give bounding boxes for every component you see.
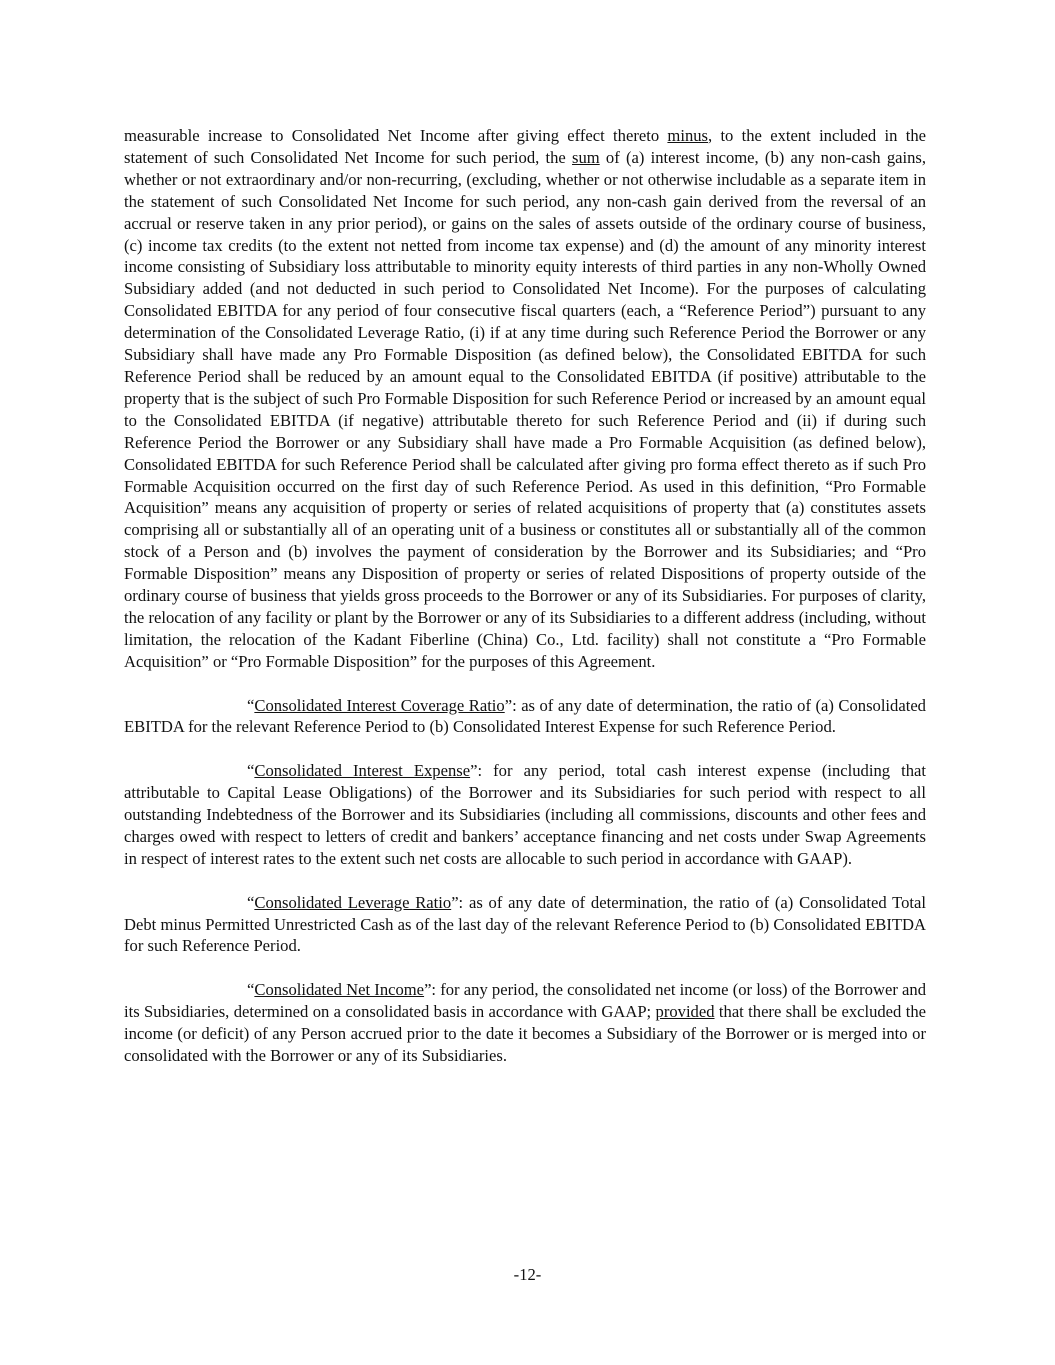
close-quote: ”: [504,695,522,715]
definition-consolidated-net-income [124,979,926,1067]
underlined-term-minus: minus [667,126,708,145]
underlined-term-sum: sum [572,147,600,167]
open-quote: “ [247,980,255,1000]
definition-consolidated-interest-coverage-ratio [124,695,926,739]
underlined-term-provided: provided [655,1002,715,1022]
paragraph-text: , to the extent included in the statement of such Consolidated Net Income for such period, the [124,126,926,167]
close-quote: ”: [470,761,494,781]
definition-text: as of any date of determination, the ratio of (a) Consolidated Total Debt minus Permitted Unrestricted Cash as of the last day of the relevant Reference Period to (b) Consolidated EBITDA for such Reference Period. [124,892,926,956]
paragraph-text: measurable increase to Consolidated Net Income after giving effect thereto [124,126,668,145]
paragraph-text: of (a) interest income, (b) any non-cash gains, whether or not extraordinary and/or non-recurring, (excluding, whether or not otherwise includable as a separate item in the statement of such Consolidated Net Income for such period, any non-cash gain derived from the reversal of an accrual or reserve taken in any prior period), or gains on the sales of assets outside of the ordinary course of business, (c) income tax credits (to the extent not netted from income tax expense) and (d) the amount of any minority interest income consisting of Subsidiary loss attributable to minority equity interests of third parties in any non-Wholly Owned Subsidiary added (and not deducted in such period to Consolidated Net Income). For the purposes of calculating Consolidated EBITDA for any period of four consecutive fiscal quarters (each, a “Reference Period”) pursuant to any determination of the Consolidated Leverage Ratio, (i) if at any time during such Reference Period the Borrower or any Subsidiary shall have made any Pro Formable Disposition (as defined below), the Consolidated EBITDA for such Reference Period shall be reduced by an amount equal to the Consolidated EBITDA (if positive) attributable to the property that is the subject of such Pro Formable Disposition for such Reference Period or increased by an amount equal to the Consolidated EBITDA (if negative) attributable thereto for such Reference Period and (ii) if during such Reference Period the Borrower or any Subsidiary shall have made a Pro Formable Acquisition (as defined below), Consolidated EBITDA for such Reference Period shall be calculated after giving pro forma effect thereto as if such Pro Formable Acquisition occurred on the first day of such Reference Period. As used in this definition, “Pro Formable Acquisition” means any acquisition of property or series of related acquisitions of property that (a) constitutes assets comprising all or substantially all of an operating unit of a business or constitutes all or substantially all of the common stock of a Person and (b) involves the payment of consideration by the Borrower and its Subsidiaries; and “Pro Formable Disposition” means any Disposition of property or series of related Dispositions of property outside of the ordinary course of business that yields gross proceeds to the Borrower or any of its Subsidiaries. For purposes of clarity, the relocation of any facility or plant by the Borrower or any of its Subsidiaries to a different address (including, without limitation, the relocation of the Kadant Fiberline (China) Co., Ltd. facility) shall not constitute a “Pro Formable Acquisition” or “Pro Formable Disposition” for the purposes of this Agreement. [124,147,926,671]
defined-term: Consolidated Interest Expense [254,761,471,781]
open-quote: “ [247,695,255,715]
paragraph-ebitda-continuation [124,125,926,673]
close-quote: ”: [451,892,469,912]
definition-text: for any period, the consolidated net income (or loss) of the Borrower and its Subsidiaries, determined on a consolidated basis in accordance with GAAP; [124,980,926,1022]
open-quote: “ [247,761,255,781]
close-quote: ”: [424,980,441,1000]
definition-text: as of any date of determination, the ratio of (a) Consolidated EBITDA for the relevant Reference Period to (b) Consolidated Interest Expense for such Reference Period. [124,695,926,737]
page-number: -12- [513,1265,542,1284]
open-quote: “ [247,892,255,912]
defined-term: Consolidated Net Income [254,980,425,1000]
definition-consolidated-interest-expense [124,760,926,870]
definition-consolidated-leverage-ratio [124,892,926,958]
defined-term: Consolidated Leverage Ratio [254,892,452,912]
document-body [124,125,926,1089]
defined-term: Consolidated Interest Coverage Ratio [254,695,505,715]
definition-text: that there shall be excluded the income (or deficit) of any Person accrued prior to the date it becomes a Subsidiary of the Borrower or is merged into or consolidated with the Borrower or any of its Subsidiaries. [124,1002,926,1065]
definition-text: for any period, total cash interest expense (including that attributable to Capital Lease Obligations) of the Borrower and its Subsidiaries for such period with respect to all outstanding Indebtedness of the Borrower and its Subsidiaries (including all commissions, discounts and other fees and charges owed with respect to letters of credit and bankers’ acceptance financing and net costs under Swap Agreements in respect of interest rates to the extent such net costs are allocable to such period in accordance with GAAP). [124,761,927,868]
